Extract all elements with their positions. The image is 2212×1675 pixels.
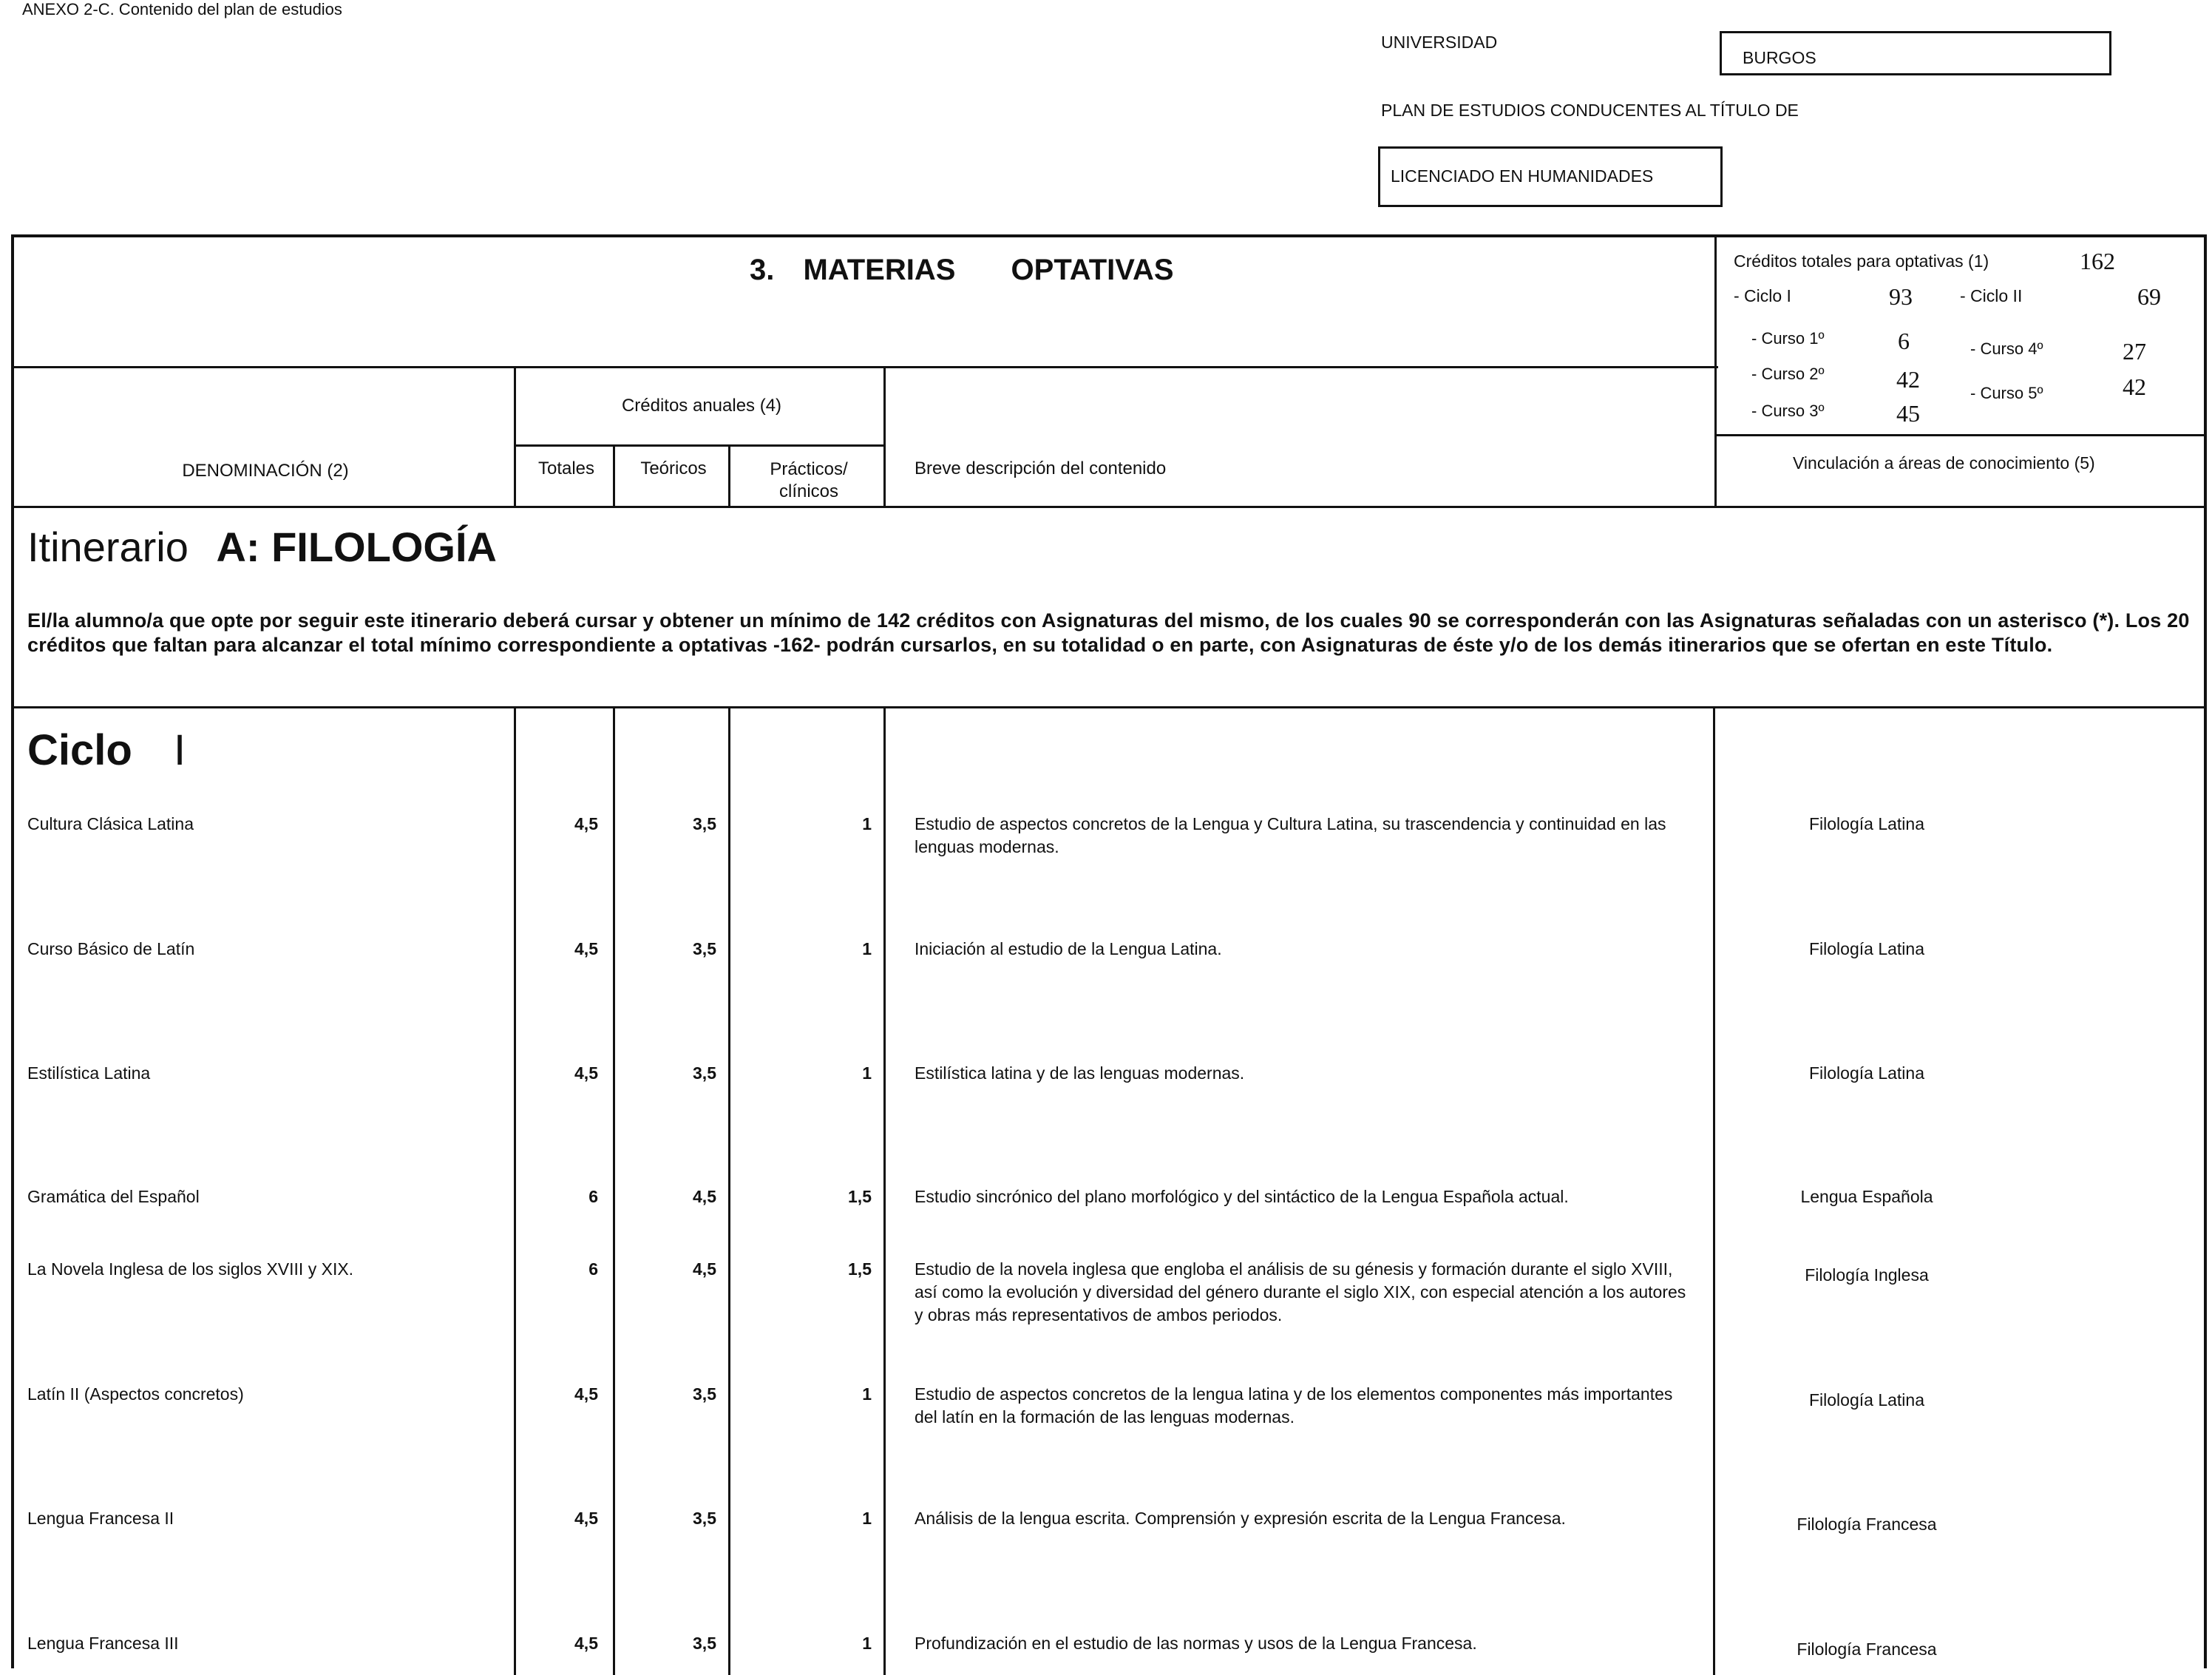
subject-practicos: 1,5 [848, 1187, 872, 1206]
section-title-2: OPTATIVAS [1011, 254, 1174, 286]
subject-area: Filología Latina [1809, 814, 1924, 833]
subject-practicos: 1 [862, 814, 872, 833]
col-header-practicos-line1: Prácticos/ [770, 459, 848, 479]
itinerary-heading [27, 523, 497, 571]
divider [728, 444, 730, 508]
vinculacion-header: Vinculación a áreas de conocimiento (5) [1793, 453, 2095, 473]
subject-totales: 4,5 [574, 1509, 598, 1528]
subject-teoricos: 3,5 [693, 1634, 716, 1653]
subject-totales: 4,5 [574, 1634, 598, 1653]
curso2-value: 42 [1896, 366, 1920, 393]
degree-value: LICENCIADO EN HUMANIDADES [1391, 166, 1654, 186]
annex-title: ANEXO 2-C. Contenido del plan de estudios [22, 0, 342, 18]
subject-description: Análisis de la lengua escrita. Comprensión y expresión escrita de la Lengua Francesa. [915, 1509, 1566, 1528]
subject-area: Lengua Española [1800, 1187, 1933, 1206]
subject-area: Filología Francesa [1797, 1640, 1937, 1659]
subject-name: Lengua Francesa II [27, 1509, 174, 1528]
university-value: BURGOS [1743, 48, 1816, 67]
section-title [750, 254, 1174, 287]
subject-description: Iniciación al estudio de la Lengua Latina. [915, 939, 1222, 958]
subject-practicos: 1 [862, 1063, 872, 1083]
curso1-value: 6 [1898, 328, 1910, 354]
subject-totales: 4,5 [574, 939, 598, 958]
col-header-creditos-anuales: Créditos anuales (4) [621, 396, 782, 416]
subject-area: Filología Latina [1809, 1390, 1924, 1410]
ciclo2-value: 69 [2137, 283, 2161, 310]
subject-totales: 4,5 [574, 1063, 598, 1083]
subject-name: Latín II (Aspectos concretos) [27, 1384, 244, 1404]
divider [514, 366, 516, 508]
divider [613, 444, 615, 508]
university-value-box [1720, 31, 2111, 75]
subject-name: Cultura Clásica Latina [27, 814, 194, 833]
divider [514, 706, 516, 1675]
section-number: 3. [750, 254, 775, 286]
subject-name: Curso Básico de Latín [27, 939, 195, 958]
subject-teoricos: 4,5 [693, 1187, 716, 1206]
plan-label: PLAN DE ESTUDIOS CONDUCENTES AL TÍTULO DE [1381, 101, 1799, 120]
curso1-label: - Curso 1º [1751, 329, 1825, 348]
divider [1714, 237, 1717, 508]
subject-description: Profundización en el estudio de las normas y usos de la Lengua Francesa. [915, 1634, 1477, 1653]
subject-description: Estudio de la novela inglesa que engloba el análisis de su génesis y formación durante el siglo XVIII, así como la evolución y diversidad del género durante el siglo XIX, con especial atención a los autores y obras más representativos de ambos periodos. [915, 1259, 1686, 1324]
subject-practicos: 1 [862, 1384, 872, 1404]
curso5-label: - Curso 5º [1970, 384, 2043, 402]
ciclo2-label: - Ciclo II [1960, 286, 2023, 305]
subject-totales: 4,5 [574, 1384, 598, 1404]
subject-teoricos: 3,5 [693, 939, 716, 958]
col-header-teoricos: Teóricos [640, 458, 707, 478]
subject-totales: 6 [588, 1187, 598, 1206]
subject-totales: 6 [588, 1259, 598, 1279]
col-header-practicos [731, 458, 886, 503]
col-header-practicos-line2: clínicos [778, 481, 839, 501]
subject-name: La Novela Inglesa de los siglos XVIII y XIX. [27, 1259, 354, 1279]
divider [14, 706, 2207, 708]
col-header-totales: Totales [537, 458, 595, 478]
subject-practicos: 1 [862, 939, 872, 958]
divider [14, 506, 2207, 508]
itinerary-label: Itinerario [27, 524, 189, 570]
degree-value-box [1378, 146, 1723, 207]
ciclo1-label: - Ciclo I [1734, 286, 1791, 305]
divider [514, 444, 883, 447]
subject-practicos: 1,5 [848, 1259, 872, 1279]
curso3-value: 45 [1896, 400, 1920, 427]
subject-area: Filología Latina [1809, 1063, 1924, 1083]
col-header-denominacion: DENOMINACIÓN (2) [182, 461, 349, 481]
subject-area: Filología Inglesa [1805, 1265, 1929, 1285]
subject-description: Estudio de aspectos concretos de la Lengua y Cultura Latina, su trascendencia y continuidad en las lenguas modernas. [915, 814, 1666, 856]
curso3-label: - Curso 3º [1751, 402, 1825, 420]
ciclo1-value: 93 [1889, 283, 1913, 310]
col-header-descripcion: Breve descripción del contenido [915, 458, 1167, 478]
subject-description: Estilística latina y de las lenguas modernas. [915, 1063, 1245, 1083]
subject-practicos: 1 [862, 1634, 872, 1653]
curso2-label: - Curso 2º [1751, 365, 1825, 383]
itinerary-intro: El/la alumno/a que opte por seguir este itinerario deberá cursar y obtener un mínimo de 142 créditos con Asignaturas del mismo, de los cuales 90 se corresponderán con las Asignaturas señaladas con un asterisco (*). Los 20 créditos que faltan para alcanzar el total mínimo correspondiente a optativas -162- podrán cursarlos, en su totalidad o en parte, con Asignaturas de éste y/o de los demás itinerarios que se ofertan en este Título. [27, 609, 2190, 656]
subject-teoricos: 3,5 [693, 1063, 716, 1083]
subject-teoricos: 3,5 [693, 814, 716, 833]
divider [883, 706, 886, 1675]
subject-name: Estilística Latina [27, 1063, 151, 1083]
itinerary-name: A: FILOLOGÍA [216, 524, 497, 570]
section-title-1: MATERIAS [803, 254, 956, 286]
subject-totales: 4,5 [574, 814, 598, 833]
subject-teoricos: 3,5 [693, 1509, 716, 1528]
divider [1714, 434, 2207, 436]
subject-name: Lengua Francesa III [27, 1634, 179, 1653]
university-label: UNIVERSIDAD [1381, 33, 1498, 52]
subject-area: Filología Francesa [1797, 1515, 1937, 1534]
subject-description: Estudio de aspectos concretos de la lengua latina y de los elementos componentes más importantes del latín en la formación de las lenguas modernas. [915, 1384, 1673, 1427]
divider [613, 706, 615, 1675]
divider [14, 366, 1718, 368]
cycle-number: I [173, 726, 186, 774]
divider [883, 366, 886, 508]
credits-total-value: 162 [2080, 248, 2115, 274]
cycle-label: Ciclo [27, 726, 132, 774]
subject-area: Filología Latina [1809, 939, 1924, 958]
curso4-value: 27 [2123, 338, 2146, 365]
credits-total-label: Créditos totales para optativas (1) [1734, 251, 1989, 271]
curso4-label: - Curso 4º [1970, 339, 2043, 358]
optional-subjects-table [11, 234, 2207, 1668]
subject-teoricos: 3,5 [693, 1384, 716, 1404]
divider [1713, 706, 1715, 1675]
divider [728, 706, 730, 1675]
curso5-value: 42 [2123, 373, 2146, 400]
subject-practicos: 1 [862, 1509, 872, 1528]
subject-name: Gramática del Español [27, 1187, 200, 1206]
subject-description: Estudio sincrónico del plano morfológico y del sintáctico de la Lengua Española actual. [915, 1187, 1569, 1206]
subject-teoricos: 4,5 [693, 1259, 716, 1279]
cycle-heading [27, 725, 186, 775]
